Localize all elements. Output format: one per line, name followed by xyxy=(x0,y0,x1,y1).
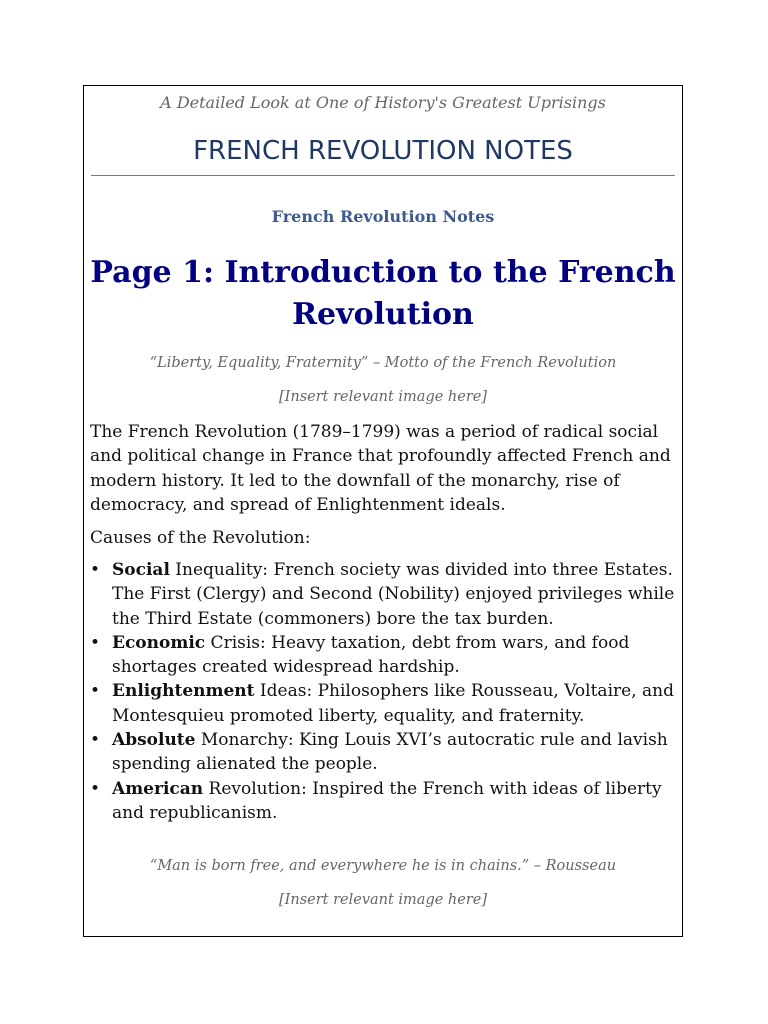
bullet-icon: • xyxy=(90,560,101,580)
page-heading: Page 1: Introduction to the French Revolution xyxy=(90,255,676,332)
running-header: French Revolution Notes xyxy=(271,207,495,226)
cause-text: Inequality: French society was divided into three Estates. The First (Clergy) and Second (Nobility) enjoyed privileges while the Third Estate (commoners) bore the tax burden. xyxy=(112,560,675,629)
cause-term: Social xyxy=(112,560,170,580)
bullet-icon: • xyxy=(90,730,101,751)
cause-item-absolute xyxy=(90,728,676,777)
image-placeholder-bottom: [Insert relevant image here] xyxy=(278,892,488,908)
intro-paragraph: The French Revolution (1789–1799) was a period of radical social and political change in France that profoundly affected French and modern history. It led to the downfall of the monarchy, rise of democracy, and spread of Enlightenment ideals. xyxy=(90,422,671,515)
cause-item-enlightenment xyxy=(90,679,676,728)
cause-text: Monarchy: King Louis XVI’s autocratic rule and lavish spending alienated the people. xyxy=(112,730,668,775)
causes-list xyxy=(90,558,676,825)
document-page xyxy=(83,85,683,937)
cause-text: Crisis: Heavy taxation, debt from wars, and food shortages created widespread hardship. xyxy=(112,632,630,678)
cause-text: Ideas: Philosophers like Rousseau, Voltaire, and Montesquieu promoted liberty, equality, and fraternity. xyxy=(112,681,674,726)
cause-item-social xyxy=(90,558,676,631)
cause-term: Enlightenment xyxy=(112,681,255,702)
document-title: FRENCH REVOLUTION NOTES xyxy=(193,136,573,166)
bullet-icon: • xyxy=(90,632,101,653)
rousseau-quote: “Man is born free, and everywhere he is in chains.” – Rousseau xyxy=(149,858,617,874)
bullet-icon: • xyxy=(90,681,101,702)
cause-term: Economic xyxy=(112,632,206,653)
motto-quote: “Liberty, Equality, Fraternity” – Motto of the French Revolution xyxy=(149,355,617,371)
image-placeholder-top: [Insert relevant image here] xyxy=(278,389,488,405)
cause-item-economic xyxy=(90,631,676,680)
cause-term: American xyxy=(112,778,204,799)
cause-term: Absolute xyxy=(112,730,196,751)
bullet-icon: • xyxy=(90,778,101,799)
title-divider xyxy=(91,175,675,176)
cause-item-american xyxy=(90,777,676,826)
document-subtitle: A Detailed Look at One of History's Greatest Uprisings xyxy=(160,93,606,112)
causes-heading: Causes of the Revolution: xyxy=(90,528,311,548)
cause-text: Revolution: Inspired the French with ideas of liberty and republicanism. xyxy=(112,778,662,823)
